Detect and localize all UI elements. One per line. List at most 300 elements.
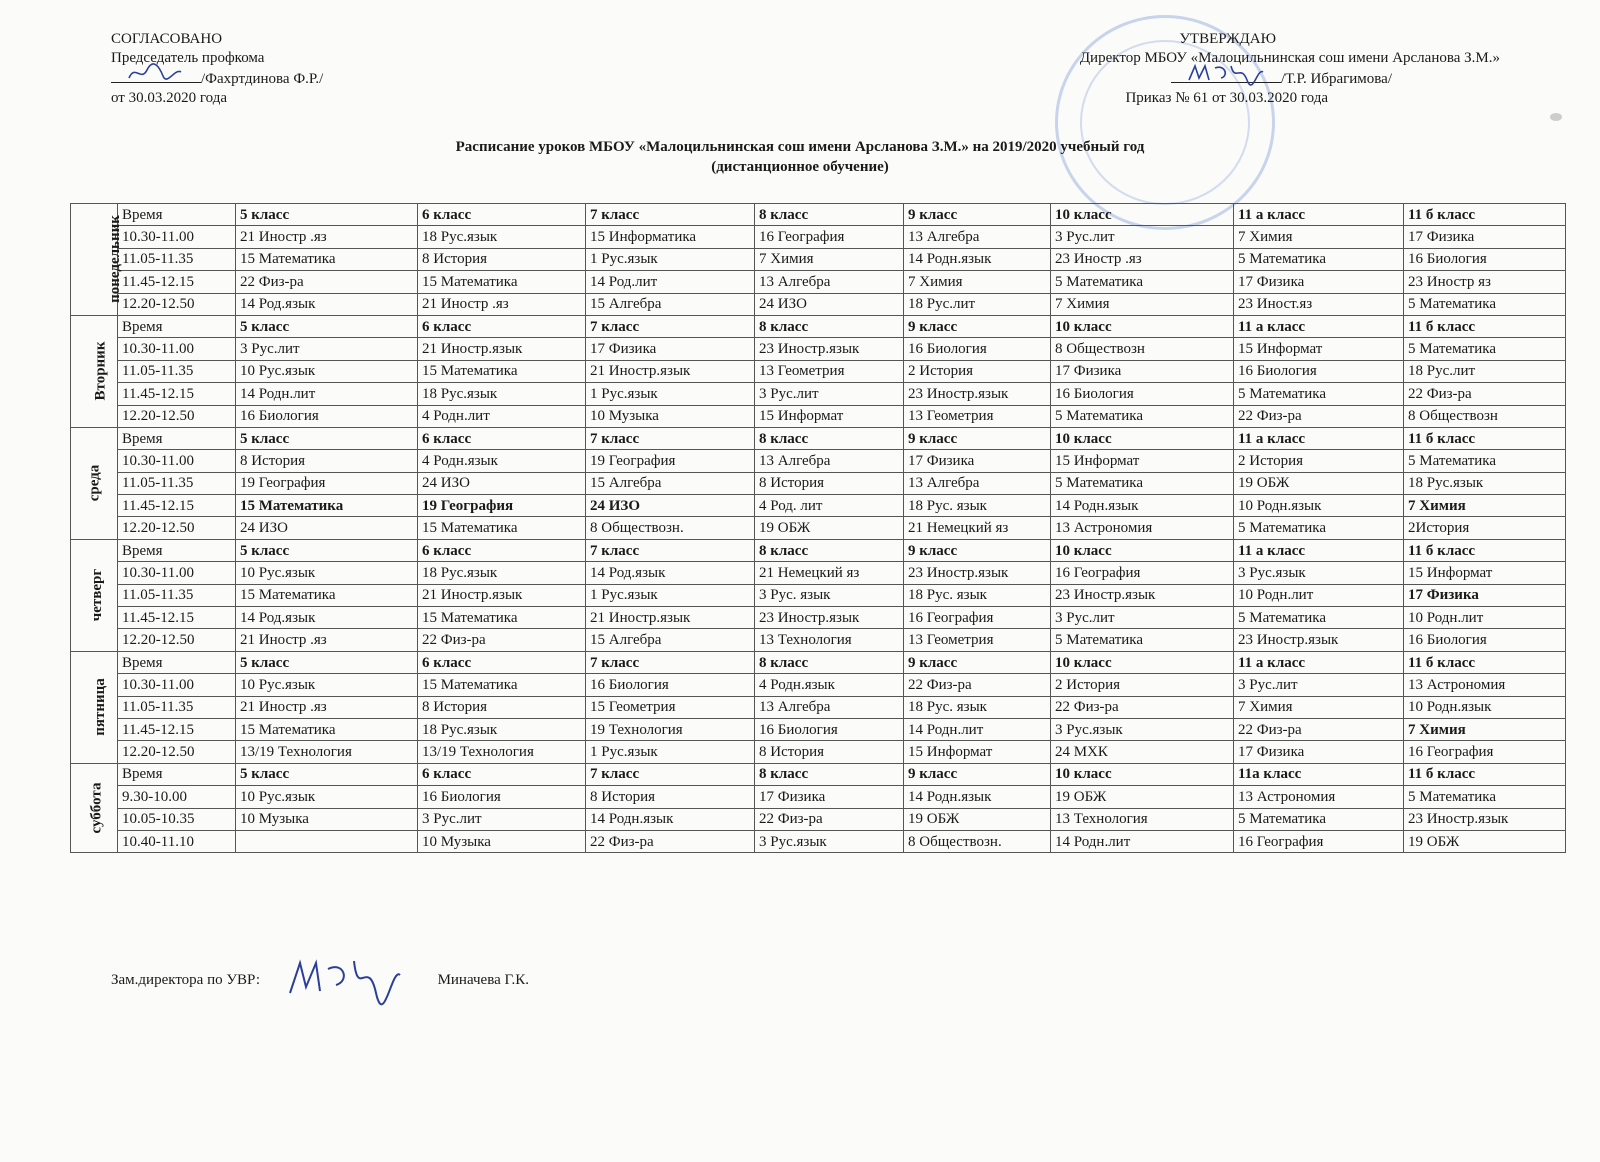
lesson-cell: 15 Алгебра (586, 629, 755, 651)
class-column-header: 10 класс (1051, 763, 1234, 785)
lesson-cell: 14 Родн.лит (1051, 830, 1234, 852)
lesson-cell: 18 Рус.язык (418, 383, 586, 405)
lesson-time-cell: 12.20-12.50 (118, 293, 236, 315)
class-column-header: 5 класс (236, 763, 418, 785)
lesson-cell: 8 Обществозн (1051, 338, 1234, 360)
lesson-cell: 16 Биология (1404, 248, 1566, 270)
lesson-cell: 4 Родн.язык (418, 450, 586, 472)
day-header-row (71, 427, 1566, 449)
lesson-cell: 16 География (1234, 830, 1404, 852)
lesson-cell: 21 Иностр .яз (236, 696, 418, 718)
lesson-cell: 17 Физика (1404, 226, 1566, 248)
class-column-header: 7 класс (586, 763, 755, 785)
signature-line (111, 68, 201, 83)
lesson-cell: 15 Алгебра (586, 293, 755, 315)
class-column-header: 8 класс (755, 315, 904, 337)
lesson-cell: 5 Математика (1051, 405, 1234, 427)
lesson-cell: 16 Биология (755, 718, 904, 740)
agreed-label: СОГЛАСОВАНО (111, 31, 223, 47)
lesson-cell: 3 Рус.лит (236, 338, 418, 360)
lesson-cell: 5 Математика (1404, 338, 1566, 360)
lesson-cell: 24 ИЗО (586, 495, 755, 517)
lesson-cell: 18 Рус.лит (1404, 360, 1566, 382)
class-column-header: 7 класс (586, 204, 755, 226)
signature-line (1171, 68, 1281, 83)
lesson-cell: 14 Родн.лит (236, 383, 418, 405)
class-column-header: 11 б класс (1404, 651, 1566, 673)
lesson-cell: 19 ОБЖ (1051, 786, 1234, 808)
lesson-cell: 15 Алгебра (586, 472, 755, 494)
lesson-cell: 19 ОБЖ (755, 517, 904, 539)
class-column-header: 11 а класс (1234, 539, 1404, 561)
table-row (71, 808, 1566, 830)
lesson-cell: 22 Физ-ра (1051, 696, 1234, 718)
lesson-cell: 5 Математика (1051, 629, 1234, 651)
lesson-cell: 21 Немецкий яз (904, 517, 1051, 539)
lesson-cell: 15 Информат (904, 741, 1051, 763)
class-column-header: 7 класс (586, 427, 755, 449)
lesson-cell: 7 Химия (1234, 226, 1404, 248)
lesson-cell: 2История (1404, 517, 1566, 539)
lesson-cell: 19 География (418, 495, 586, 517)
lesson-cell: 15 Математика (418, 674, 586, 696)
lesson-cell: 13 Геометрия (755, 360, 904, 382)
class-column-header: 7 класс (586, 651, 755, 673)
lesson-cell: 23 Иностр.язык (1404, 808, 1566, 830)
day-label: среда (86, 465, 102, 502)
lesson-cell: 22 Физ-ра (236, 271, 418, 293)
day-header-row (71, 651, 1566, 673)
lesson-cell: 7 Химия (904, 271, 1051, 293)
lesson-time-cell: 11.45-12.15 (118, 383, 236, 405)
table-row (71, 741, 1566, 763)
table-row (71, 562, 1566, 584)
lesson-cell: 15 Геометрия (586, 696, 755, 718)
class-column-header: 6 класс (418, 763, 586, 785)
lesson-cell: 21 Иностр.язык (586, 360, 755, 382)
handwritten-signature (125, 62, 185, 84)
day-cell (71, 204, 123, 316)
lesson-cell: 18 Рус.язык (418, 226, 586, 248)
table-row (71, 293, 1566, 315)
lesson-cell: 1 Рус.язык (586, 248, 755, 270)
lesson-cell: 13/19 Технология (236, 741, 418, 763)
table-row (71, 786, 1566, 808)
lesson-cell: 8 История (755, 741, 904, 763)
director-label: Директор МБОУ «Малоцильнинская сош имени Арсланова З.М.» (1079, 50, 1500, 66)
day-cell (71, 539, 118, 651)
lesson-cell: 5 Математика (1051, 271, 1234, 293)
lesson-cell: 3 Рус.язык (1051, 718, 1234, 740)
lesson-cell: 15 Математика (418, 517, 586, 539)
time-column-header: Время (118, 427, 236, 449)
lesson-cell: 3 Рус.лит (1234, 674, 1404, 696)
lesson-time-cell: 11.45-12.15 (118, 495, 236, 517)
lesson-time-cell: 12.20-12.50 (118, 517, 236, 539)
lesson-cell: 15 Математика (236, 584, 418, 606)
lesson-cell: 14 Родн.язык (586, 808, 755, 830)
lesson-cell: 3 Рус.язык (1234, 562, 1404, 584)
table-row (71, 584, 1566, 606)
time-column-header: Время (118, 763, 236, 785)
time-column-header: Время (118, 651, 236, 673)
lesson-cell: 23 Иностр.язык (1051, 584, 1234, 606)
lesson-cell: 5 Математика (1234, 808, 1404, 830)
lesson-cell: 3 Рус.лит (418, 808, 586, 830)
lesson-cell: 4 Родн.лит (418, 405, 586, 427)
lesson-cell: 13 Геометрия (904, 405, 1051, 427)
lesson-cell: 7 Химия (1051, 293, 1234, 315)
lesson-cell: 10 Музыка (236, 808, 418, 830)
lesson-cell: 17 Физика (586, 338, 755, 360)
class-column-header: 5 класс (236, 315, 418, 337)
lesson-cell: 14 Родн.язык (1051, 495, 1234, 517)
lesson-cell: 8 История (586, 786, 755, 808)
class-column-header: 6 класс (418, 427, 586, 449)
table-row (71, 696, 1566, 718)
deputy-director-label: Зам.директора по УВР: (111, 971, 261, 988)
class-column-header: 9 класс (904, 204, 1051, 226)
table-row (71, 674, 1566, 696)
union-chair-name: /Фахртдинова Ф.Р./ (201, 71, 324, 87)
class-column-header: 11 б класс (1404, 763, 1566, 785)
lesson-cell: 8 История (418, 696, 586, 718)
lesson-cell: 5 Математика (1404, 450, 1566, 472)
document-title (0, 137, 1600, 177)
lesson-cell: 14 Родн.язык (904, 786, 1051, 808)
class-column-header: 10 класс (1051, 651, 1234, 673)
lesson-cell: 15 Информат (1234, 338, 1404, 360)
lesson-cell: 14 Род.язык (236, 607, 418, 629)
lesson-cell: 14 Родн.лит (904, 718, 1051, 740)
lesson-cell: 14 Родн.язык (904, 248, 1051, 270)
lesson-cell: 10 Рус.язык (236, 360, 418, 382)
lesson-cell: 13 Геометрия (904, 629, 1051, 651)
lesson-cell: 15 Математика (236, 495, 418, 517)
lesson-cell: 19 ОБЖ (904, 808, 1051, 830)
day-label: пятница (91, 678, 108, 737)
footer-signature (111, 953, 529, 1008)
lesson-cell: 5 Математика (1234, 517, 1404, 539)
lesson-time-cell: 10.40-11.10 (118, 830, 236, 852)
lesson-cell: 18 Рус.лит (904, 293, 1051, 315)
lesson-cell: 8 Обществозн. (586, 517, 755, 539)
lesson-time-cell: 10.05-10.35 (118, 808, 236, 830)
table-row (71, 830, 1566, 852)
class-column-header: 8 класс (755, 651, 904, 673)
day-header-row (71, 315, 1566, 337)
handwritten-signature (284, 953, 404, 1003)
lesson-cell: 8 Обществозн. (904, 830, 1051, 852)
table-row (71, 607, 1566, 629)
lesson-cell: 10 Рус.язык (236, 786, 418, 808)
lesson-cell: 15 Математика (418, 607, 586, 629)
lesson-cell: 24 МХК (1051, 741, 1234, 763)
lesson-cell: 18 Рус.язык (1404, 472, 1566, 494)
lesson-cell: 23 Иностр.язык (904, 383, 1051, 405)
lesson-time-cell: 12.20-12.50 (118, 741, 236, 763)
table-row (71, 360, 1566, 382)
lesson-time-cell: 10.30-11.00 (118, 562, 236, 584)
lesson-cell: 16 Биология (418, 786, 586, 808)
lesson-cell: 18 Рус.язык (418, 718, 586, 740)
lesson-cell: 21 Иностр .яз (236, 226, 418, 248)
union-chair-label: Председатель профкома (111, 50, 265, 66)
table-row (71, 405, 1566, 427)
lesson-cell: 22 Физ-ра (904, 674, 1051, 696)
class-column-header: 11 б класс (1404, 315, 1566, 337)
class-column-header: 9 класс (904, 427, 1051, 449)
lesson-cell: 21 Иностр.язык (418, 338, 586, 360)
class-column-header: 11 б класс (1404, 204, 1566, 226)
lesson-cell: 23 Иностр.язык (1234, 629, 1404, 651)
lesson-time-cell: 11.45-12.15 (118, 271, 236, 293)
time-column-header: Время (118, 539, 236, 561)
agreed-date: от 30.03.2020 года (111, 90, 227, 106)
handwritten-signature (1185, 62, 1265, 86)
lesson-cell: 1 Рус.язык (586, 383, 755, 405)
lesson-cell (236, 830, 418, 852)
lesson-cell: 10 Родн.лит (1234, 584, 1404, 606)
lesson-time-cell: 11.45-12.15 (118, 607, 236, 629)
title-line-1: Расписание уроков МБОУ «Малоцильнинская сош имени Арсланова З.М.» на 2019/2020 учебный год (455, 139, 1145, 155)
table-row (71, 472, 1566, 494)
lesson-cell: 4 Родн.язык (755, 674, 904, 696)
lesson-cell: 10 Музыка (418, 830, 586, 852)
lesson-cell: 15 Математика (418, 271, 586, 293)
class-column-header: 7 класс (586, 315, 755, 337)
table-row (71, 338, 1566, 360)
lesson-cell: 15 Информатика (586, 226, 755, 248)
lesson-cell: 16 Биология (236, 405, 418, 427)
lesson-cell: 16 Биология (1051, 383, 1234, 405)
lesson-cell: 13 Алгебра (755, 696, 904, 718)
lesson-cell: 21 Немецкий яз (755, 562, 904, 584)
lesson-cell: 5 Математика (1234, 248, 1404, 270)
lesson-cell: 5 Математика (1404, 786, 1566, 808)
lesson-cell: 24 ИЗО (236, 517, 418, 539)
table-row (71, 271, 1566, 293)
class-column-header: 11 б класс (1404, 539, 1566, 561)
table-row (71, 495, 1566, 517)
schedule-table (70, 203, 1566, 853)
lesson-cell: 18 Рус. язык (904, 584, 1051, 606)
day-cell (71, 763, 118, 853)
director-signature-line (900, 68, 1500, 89)
class-column-header: 8 класс (755, 204, 904, 226)
lesson-cell: 22 Физ-ра (1234, 718, 1404, 740)
class-column-header: 11 а класс (1234, 204, 1404, 226)
class-column-header: 10 класс (1051, 315, 1234, 337)
lesson-time-cell: 9.30-10.00 (118, 786, 236, 808)
time-column-header: Время (118, 204, 236, 226)
lesson-cell: 21 Иностр.язык (586, 607, 755, 629)
lesson-cell: 13 Алгебра (904, 226, 1051, 248)
lesson-cell: 21 Иностр .яз (418, 293, 586, 315)
class-column-header: 9 класс (904, 651, 1051, 673)
class-column-header: 11 б класс (1404, 427, 1566, 449)
lesson-cell: 15 Математика (236, 248, 418, 270)
class-column-header: 6 класс (418, 539, 586, 561)
lesson-cell: 10 Родн.язык (1404, 696, 1566, 718)
lesson-cell: 3 Рус.лит (755, 383, 904, 405)
lesson-cell: 10 Родн.лит (1404, 607, 1566, 629)
lesson-time-cell: 12.20-12.50 (118, 405, 236, 427)
lesson-cell: 5 Математика (1234, 607, 1404, 629)
deputy-director-name: Миначева Г.К. (437, 971, 529, 988)
lesson-time-cell: 10.30-11.00 (118, 450, 236, 472)
title-line-2: (дистанционное обучение) (711, 159, 889, 175)
lesson-cell: 19 Технология (586, 718, 755, 740)
day-label: четверг (89, 569, 106, 622)
table-row (71, 517, 1566, 539)
lesson-cell: 23 Иностр яз (1404, 271, 1566, 293)
lesson-cell: 17 Физика (1234, 271, 1404, 293)
lesson-cell: 16 Биология (1234, 360, 1404, 382)
lesson-cell: 17 Физика (755, 786, 904, 808)
lesson-cell: 16 География (755, 226, 904, 248)
lesson-time-cell: 11.05-11.35 (118, 696, 236, 718)
lesson-cell: 8 Обществозн (1404, 405, 1566, 427)
lesson-cell: 8 История (755, 472, 904, 494)
lesson-cell: 14 Род.язык (236, 293, 418, 315)
lesson-cell: 19 География (236, 472, 418, 494)
lesson-cell: 14 Род.лит (586, 271, 755, 293)
order-number: Приказ № 61 от 30.03.2020 года (1125, 90, 1328, 106)
lesson-cell: 7 Химия (1404, 495, 1566, 517)
class-column-header: 6 класс (418, 315, 586, 337)
lesson-cell: 17 Физика (1051, 360, 1234, 382)
lesson-time-cell: 10.30-11.00 (118, 338, 236, 360)
lesson-cell: 5 Математика (1051, 472, 1234, 494)
lesson-cell: 5 Математика (1404, 293, 1566, 315)
class-column-header: 9 класс (904, 315, 1051, 337)
lesson-cell: 3 Рус.лит (1051, 607, 1234, 629)
lesson-cell: 23 Иностр.язык (904, 562, 1051, 584)
class-column-header: 6 класс (418, 204, 586, 226)
class-column-header: 11 а класс (1234, 315, 1404, 337)
lesson-cell: 19 География (586, 450, 755, 472)
lesson-cell: 22 Физ-ра (755, 808, 904, 830)
lesson-cell: 18 Рус.язык (418, 562, 586, 584)
class-column-header: 11 а класс (1234, 651, 1404, 673)
class-column-header: 7 класс (586, 539, 755, 561)
class-column-header: 5 класс (236, 539, 418, 561)
lesson-cell: 10 Музыка (586, 405, 755, 427)
lesson-cell: 18 Рус. язык (904, 495, 1051, 517)
lesson-cell: 13 Алгебра (904, 472, 1051, 494)
lesson-cell: 3 Рус.язык (755, 830, 904, 852)
day-label: суббота (88, 782, 105, 834)
table-row (71, 629, 1566, 651)
lesson-cell: 19 ОБЖ (1234, 472, 1404, 494)
lesson-cell: 8 История (418, 248, 586, 270)
lesson-cell: 2 История (1051, 674, 1234, 696)
union-chair-signature-line (111, 68, 323, 89)
class-column-header: 5 класс (236, 204, 418, 226)
lesson-cell: 3 Рус.лит (1051, 226, 1234, 248)
day-header-row (71, 204, 1566, 226)
lesson-cell: 16 География (1404, 741, 1566, 763)
lesson-cell: 24 ИЗО (755, 293, 904, 315)
lesson-cell: 22 Физ-ра (418, 629, 586, 651)
lesson-time-cell: 11.05-11.35 (118, 360, 236, 382)
class-column-header: 8 класс (755, 539, 904, 561)
lesson-cell: 16 Биология (586, 674, 755, 696)
lesson-cell: 15 Информат (755, 405, 904, 427)
lesson-cell: 15 Математика (418, 360, 586, 382)
class-column-header: 8 класс (755, 427, 904, 449)
lesson-cell: 18 Рус. язык (904, 696, 1051, 718)
approve-label: УТВЕРЖДАЮ (1179, 31, 1276, 47)
lesson-time-cell: 12.20-12.50 (118, 629, 236, 651)
lesson-cell: 17 Физика (1404, 584, 1566, 606)
lesson-time-cell: 11.05-11.35 (118, 248, 236, 270)
lesson-time-cell: 11.05-11.35 (118, 472, 236, 494)
class-column-header: 10 класс (1051, 427, 1234, 449)
day-label: Вторник (92, 341, 109, 401)
lesson-time-cell: 10.30-11.00 (118, 226, 236, 248)
approval-block-right (900, 30, 1500, 108)
class-column-header: 5 класс (236, 427, 418, 449)
table-row (71, 718, 1566, 740)
class-column-header: 10 класс (1051, 204, 1234, 226)
lesson-cell: 16 Биология (904, 338, 1051, 360)
lesson-cell: 10 Рус.язык (236, 674, 418, 696)
lesson-cell: 22 Физ-ра (1404, 383, 1566, 405)
lesson-cell: 16 География (904, 607, 1051, 629)
lesson-cell: 1 Рус.язык (586, 584, 755, 606)
deputy-signature (284, 953, 404, 1008)
lesson-cell: 17 Физика (904, 450, 1051, 472)
class-column-header: 9 класс (904, 763, 1051, 785)
lesson-cell: 22 Физ-ра (1234, 405, 1404, 427)
lesson-cell: 23 Иностр.язык (755, 338, 904, 360)
lesson-cell: 2 История (904, 360, 1051, 382)
lesson-cell: 17 Физика (1234, 741, 1404, 763)
lesson-cell: 16 Биология (1404, 629, 1566, 651)
lesson-cell: 2 История (1234, 450, 1404, 472)
lesson-time-cell: 11.45-12.15 (118, 718, 236, 740)
day-header-row (71, 539, 1566, 561)
class-column-header: 5 класс (236, 651, 418, 673)
lesson-cell: 19 ОБЖ (1404, 830, 1566, 852)
lesson-cell: 13 Астрономия (1234, 786, 1404, 808)
lesson-cell: 7 Химия (1404, 718, 1566, 740)
lesson-cell: 21 Иностр.язык (418, 584, 586, 606)
class-column-header: 8 класс (755, 763, 904, 785)
day-cell (71, 651, 118, 763)
lesson-cell: 13 Астрономия (1404, 674, 1566, 696)
day-cell (71, 315, 118, 427)
lesson-time-cell: 10.30-11.00 (118, 674, 236, 696)
lesson-cell: 23 Иност.яз (1234, 293, 1404, 315)
lesson-cell: 8 История (236, 450, 418, 472)
lesson-cell: 24 ИЗО (418, 472, 586, 494)
day-header-row (71, 763, 1566, 785)
lesson-cell: 23 Иностр.язык (755, 607, 904, 629)
table-row (71, 383, 1566, 405)
scan-smudge (1550, 113, 1562, 121)
day-cell (71, 427, 118, 539)
lesson-cell: 7 Химия (755, 248, 904, 270)
class-column-header: 6 класс (418, 651, 586, 673)
lesson-cell: 14 Род.язык (586, 562, 755, 584)
table-row (71, 450, 1566, 472)
lesson-cell: 13/19 Технология (418, 741, 586, 763)
day-label: понедельник (106, 215, 123, 304)
class-column-header: 9 класс (904, 539, 1051, 561)
